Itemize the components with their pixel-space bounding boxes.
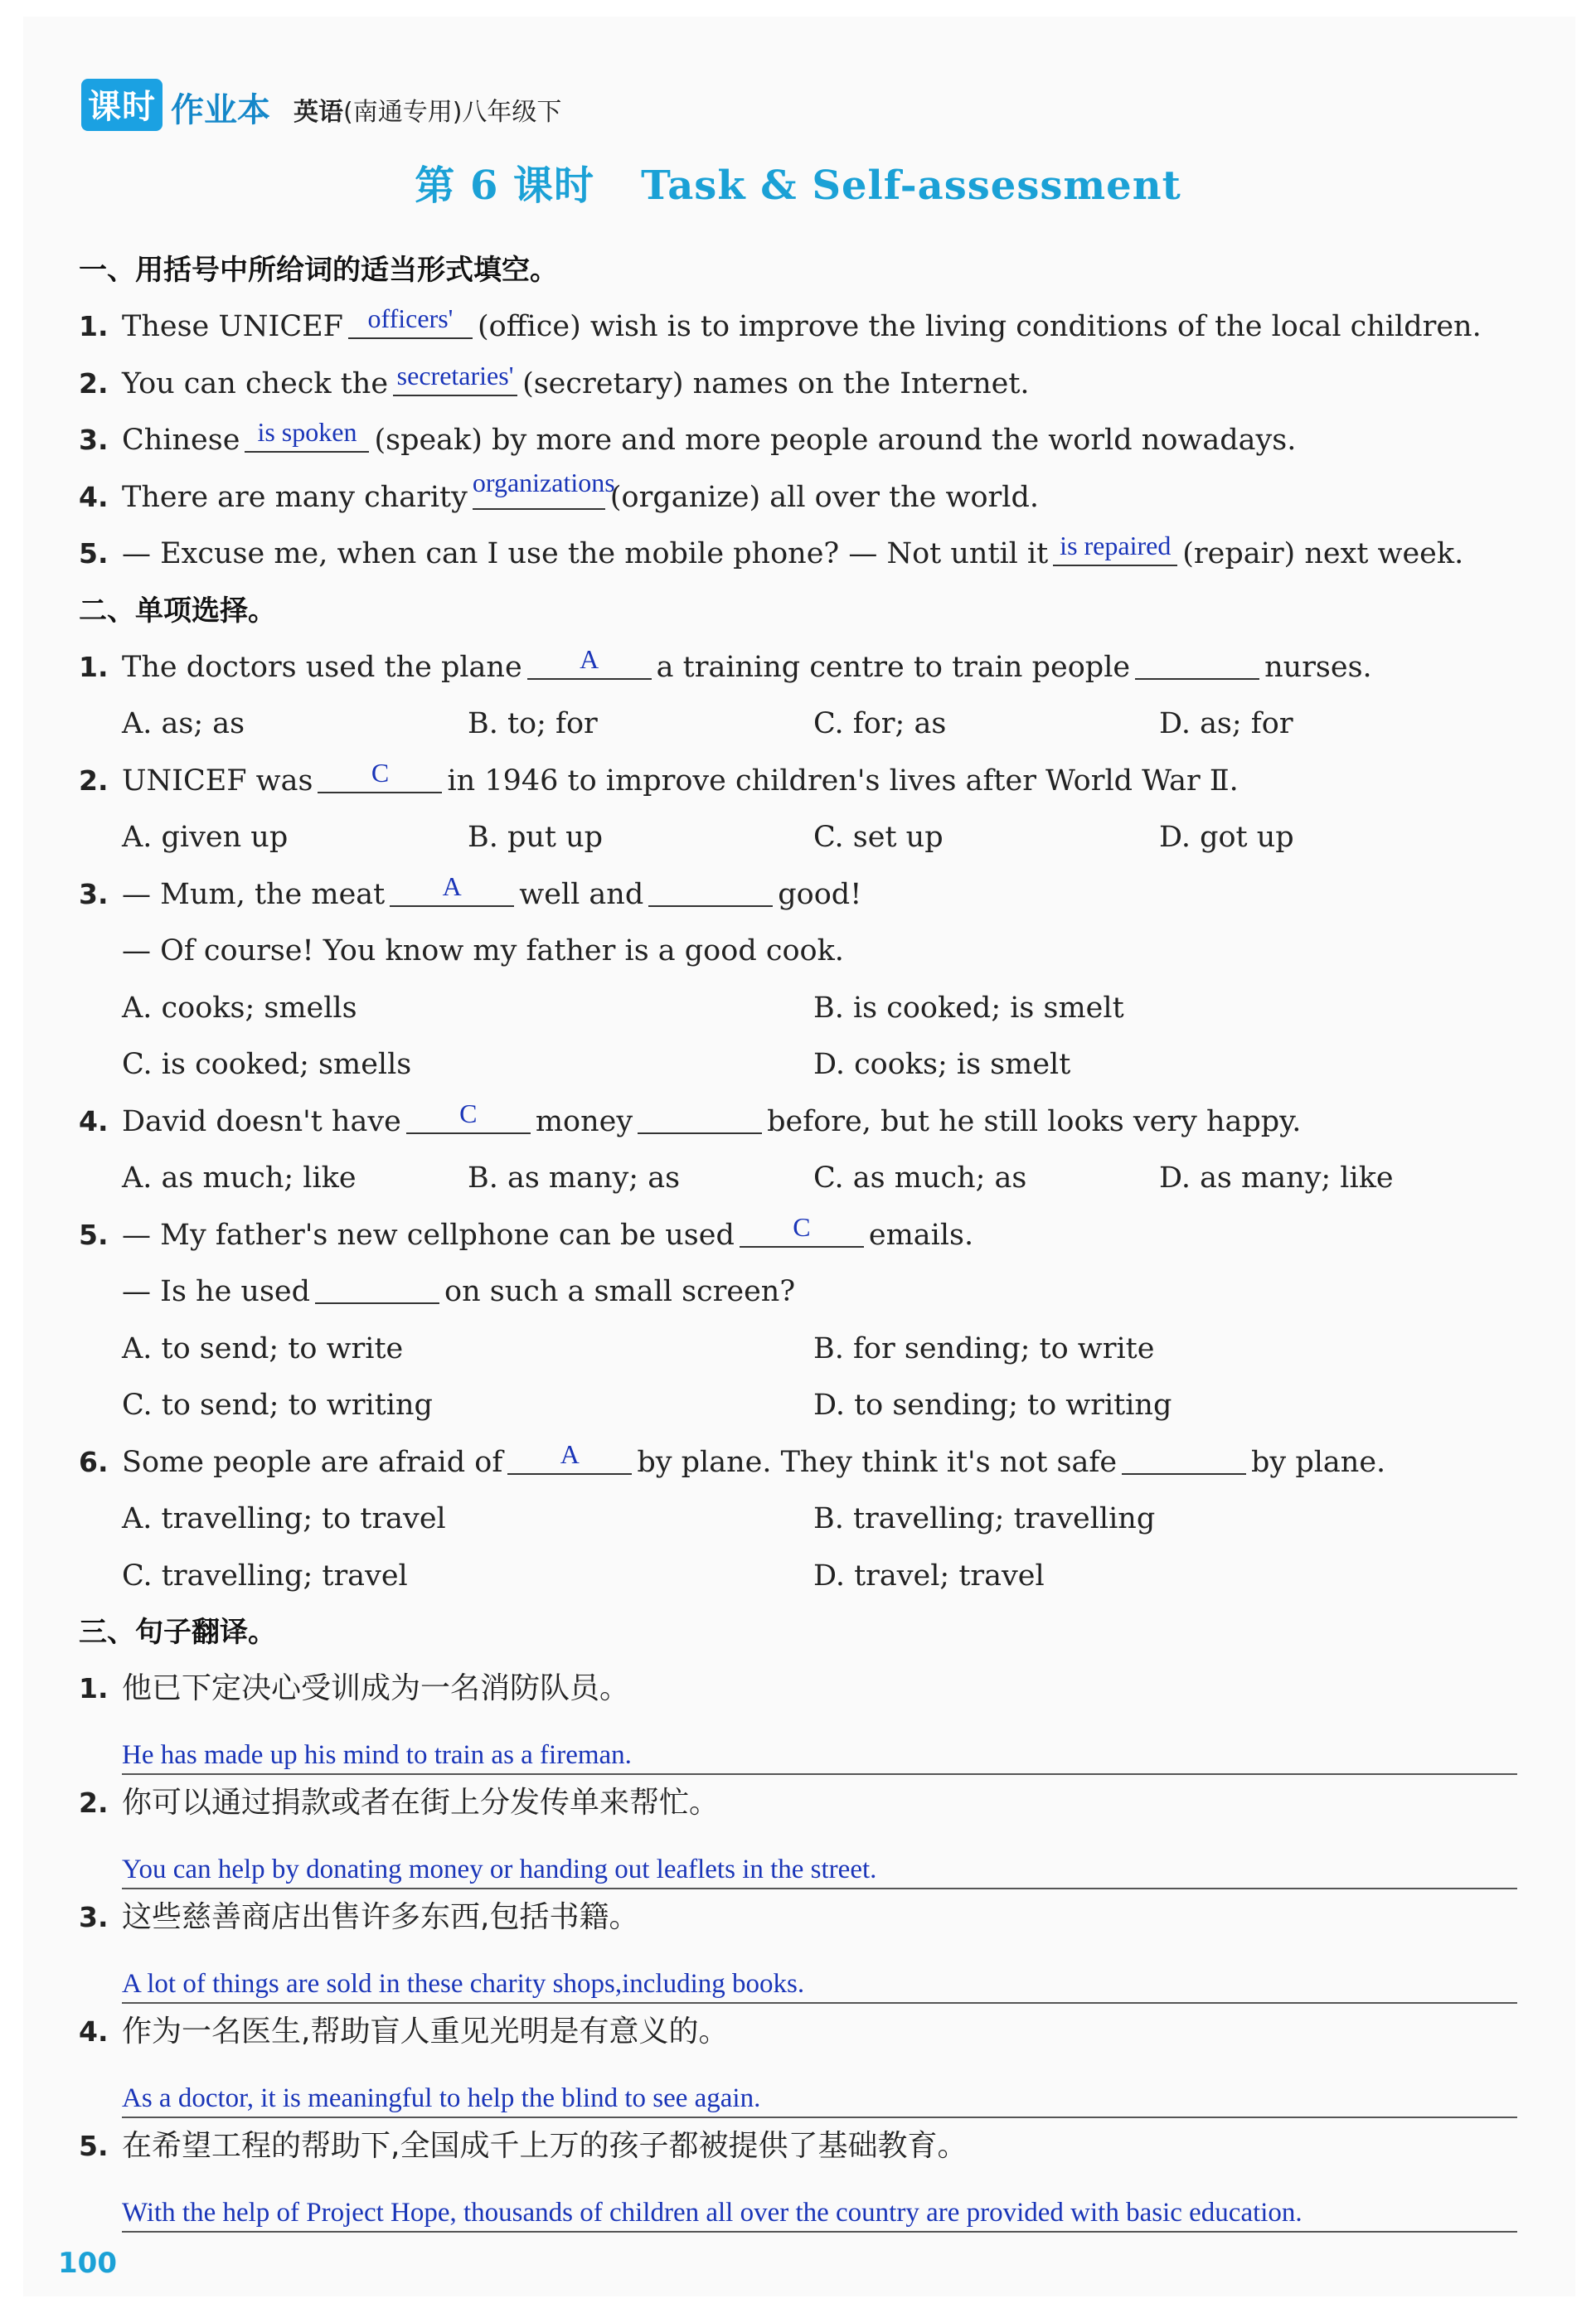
handwritten-answer: secretaries'	[396, 360, 514, 390]
answer-blank	[1053, 531, 1177, 566]
option-c: C. travelling; travel	[122, 1559, 408, 1593]
mcq-question	[79, 639, 1517, 696]
chinese-sentence: 他已下定决心受训成为一名消防队员。	[122, 1671, 630, 1705]
brand-logo-box: 课时	[81, 79, 163, 131]
question-text: by plane. They think it's not safe	[637, 1445, 1118, 1479]
option-b: B. to; for	[468, 707, 598, 740]
handwritten-answer: C	[371, 757, 390, 788]
answer-blank	[638, 1099, 762, 1134]
mcq-options	[79, 980, 1517, 1037]
option-a: A. travelling; to travel	[122, 1502, 446, 1535]
handwritten-answer: A	[442, 870, 462, 901]
question-text: well and	[519, 877, 644, 911]
subject-name: 英语	[293, 98, 343, 127]
mcq-options	[79, 1491, 1517, 1548]
handwritten-answer: You can help by donating money or handing out leaflets in the street.	[122, 1855, 877, 1884]
item-text: (organize) all over the world.	[609, 480, 1039, 514]
item-number: 3.	[79, 424, 109, 456]
mcq-question	[79, 866, 1517, 924]
translation-prompt	[79, 2118, 1517, 2175]
lesson-number: 第 6 课时	[415, 162, 595, 209]
option-b: B. is cooked; is smelt	[813, 991, 1124, 1025]
item-number: 1.	[79, 650, 109, 683]
option-d: D. travel; travel	[813, 1559, 1045, 1593]
chinese-sentence: 在希望工程的帮助下,全国成千上万的孩子都被提供了基础教育。	[122, 2129, 968, 2163]
answer-blank	[740, 1213, 864, 1248]
mcq-options	[79, 1150, 1517, 1207]
item-number: 2.	[79, 366, 109, 400]
option-b: B. for sending; to write	[813, 1331, 1155, 1365]
option-d: D. to sending; to writing	[813, 1389, 1172, 1422]
item-text: — Excuse me, when can I use the mobile phone? — Not until it	[122, 537, 1049, 570]
option-b: B. travelling; travelling	[813, 1502, 1156, 1535]
answer-blank	[318, 759, 442, 793]
answer-blank	[245, 418, 369, 453]
item-number: 3.	[79, 877, 109, 910]
dialogue-line: — Of course! You know my father is a good cook.	[122, 934, 844, 967]
answer-blank	[393, 361, 517, 396]
option-a: A. given up	[122, 821, 289, 854]
handwritten-answer: A	[580, 643, 599, 674]
section-2-heading: 二、单项选择。	[79, 594, 276, 628]
answer-blank	[406, 1099, 531, 1134]
question-text: nurses.	[1264, 650, 1372, 684]
mcq-question	[79, 1207, 1517, 1264]
handwritten-answer: is spoken	[257, 417, 357, 447]
question-text: UNICEF was	[122, 764, 313, 798]
question-text: — Mum, the meat	[122, 877, 386, 911]
handwritten-answer: C	[793, 1211, 811, 1242]
question-text: on such a small screen?	[444, 1275, 796, 1308]
question-text: Some people are afraid of	[122, 1445, 503, 1479]
handwritten-answer: officers'	[367, 303, 454, 333]
fill-blank-item	[79, 298, 1517, 356]
page-number: 100	[58, 2247, 117, 2280]
item-number: 5.	[79, 2130, 109, 2162]
option-c: C. set up	[813, 821, 944, 854]
option-c: C. is cooked; smells	[122, 1048, 412, 1081]
item-number: 2.	[79, 764, 109, 797]
handwritten-answer: As a doctor, it is meaningful to help the blind to see again.	[122, 2083, 761, 2113]
option-c: C. as much; as	[813, 1161, 1027, 1195]
option-c: C. for; as	[813, 707, 947, 740]
page-title	[0, 153, 1596, 211]
mcq-options	[79, 696, 1517, 753]
answer-blank	[1122, 1440, 1246, 1475]
item-text: You can check the	[122, 366, 389, 400]
option-d: D. cooks; is smelt	[813, 1048, 1071, 1081]
mcq-question	[79, 1434, 1517, 1491]
option-c: C. to send; to writing	[122, 1389, 433, 1422]
question-text: — My father's new cellphone can be used	[122, 1218, 735, 1252]
answer-line	[122, 2060, 1517, 2118]
question-text: David doesn't have	[122, 1104, 401, 1138]
answer-blank	[527, 645, 652, 680]
question-text: before, but he still looks very happy.	[767, 1104, 1302, 1138]
answer-blank	[648, 872, 773, 907]
item-number: 4.	[79, 1104, 109, 1137]
item-text: (office) wish is to improve the living conditions of the local children.	[477, 310, 1482, 343]
mcq-options	[79, 1548, 1517, 1605]
mcq-options	[79, 1036, 1517, 1093]
option-b: B. as many; as	[468, 1161, 681, 1195]
fill-blank-item	[79, 526, 1517, 583]
answer-blank	[315, 1269, 439, 1304]
answer-blank	[472, 467, 615, 510]
option-b: B. put up	[468, 821, 604, 854]
question-text: — Is he used	[122, 1275, 311, 1308]
item-text: (secretary) names on the Internet.	[522, 366, 1030, 400]
fill-blank-item	[79, 412, 1517, 469]
item-text: These UNICEF	[122, 310, 343, 343]
subject-detail: (南通专用)八年级下	[343, 98, 562, 127]
translation-prompt	[79, 2004, 1517, 2060]
chinese-sentence: 这些慈善商店出售许多东西,包括书籍。	[122, 1900, 639, 1934]
answer-blank	[1135, 645, 1259, 680]
mcq-options	[79, 1377, 1517, 1434]
fill-blank-item	[79, 469, 1517, 526]
answer-blank	[507, 1440, 632, 1475]
answer-line	[122, 1946, 1517, 2004]
item-number: 4.	[79, 480, 109, 513]
option-d: D. as many; like	[1159, 1161, 1394, 1195]
handwritten-answer: is repaired	[1060, 531, 1172, 560]
question-text: The doctors used the plane	[122, 650, 522, 684]
item-number: 3.	[79, 1901, 109, 1933]
handwritten-answer: He has made up his mind to train as a fireman.	[122, 1740, 632, 1770]
book-subject	[293, 91, 561, 128]
section-3-heading: 三、句子翻译。	[79, 1616, 276, 1649]
option-a: A. as; as	[122, 707, 245, 740]
translation-prompt	[79, 1661, 1517, 1717]
answer-line	[122, 2175, 1517, 2233]
option-a: A. to send; to write	[122, 1331, 404, 1365]
fill-blank-item	[79, 356, 1517, 413]
chinese-sentence: 你可以通过捐款或者在街上分发传单来帮忙。	[122, 1786, 720, 1820]
question-text: emails.	[868, 1218, 974, 1252]
handwritten-answer: organizations	[472, 467, 615, 497]
item-number: 4.	[79, 2015, 109, 2048]
item-number: 1.	[79, 310, 109, 342]
item-number: 1.	[79, 1672, 109, 1704]
dialogue-line	[79, 1263, 1517, 1321]
worksheet-content	[79, 242, 1517, 2233]
question-text: in 1946 to improve children's lives after World War Ⅱ.	[447, 764, 1239, 798]
handwritten-answer: A	[560, 1438, 580, 1469]
translation-prompt	[79, 1889, 1517, 1946]
item-text: There are many charity	[122, 480, 468, 514]
option-d: D. as; for	[1159, 707, 1293, 740]
chinese-sentence: 作为一名医生,帮助盲人重见光明是有意义的。	[122, 2015, 729, 2049]
answer-blank	[390, 872, 514, 907]
mcq-options	[79, 1321, 1517, 1378]
handwritten-answer: With the help of Project Hope, thousands of children all over the country are provided with basic education.	[122, 2198, 1303, 2228]
mcq-options	[79, 809, 1517, 866]
mcq-question	[79, 753, 1517, 810]
header	[81, 81, 561, 131]
item-number: 2.	[79, 1787, 109, 1819]
item-text: (repair) next week.	[1182, 537, 1464, 570]
translation-prompt	[79, 1775, 1517, 1831]
lesson-topic: Task & Self-assessment	[641, 162, 1181, 209]
item-text: (speak) by more and more people around the world nowadays.	[374, 424, 1297, 457]
question-text: money	[535, 1104, 633, 1138]
answer-blank	[348, 304, 473, 339]
item-text: Chinese	[122, 424, 240, 457]
item-number: 5.	[79, 537, 109, 570]
question-text: by plane.	[1251, 1445, 1386, 1479]
question-text: good!	[778, 877, 862, 911]
option-d: D. got up	[1159, 821, 1294, 854]
option-a: A. cooks; smells	[122, 991, 357, 1025]
handwritten-answer: A lot of things are sold in these charity shops,including books.	[122, 1969, 805, 1999]
brand-logo	[81, 79, 270, 131]
section-1-heading: 一、用括号中所给词的适当形式填空。	[79, 254, 558, 287]
mcq-question	[79, 1093, 1517, 1151]
answer-line	[122, 1831, 1517, 1889]
item-number: 6.	[79, 1445, 109, 1478]
handwritten-answer: C	[459, 1098, 478, 1128]
answer-line	[122, 1717, 1517, 1775]
question-text: a training centre to train people	[656, 650, 1131, 684]
item-number: 5.	[79, 1218, 109, 1251]
brand-logo-text: 作业本	[171, 91, 270, 129]
option-a: A. as much; like	[122, 1161, 357, 1195]
